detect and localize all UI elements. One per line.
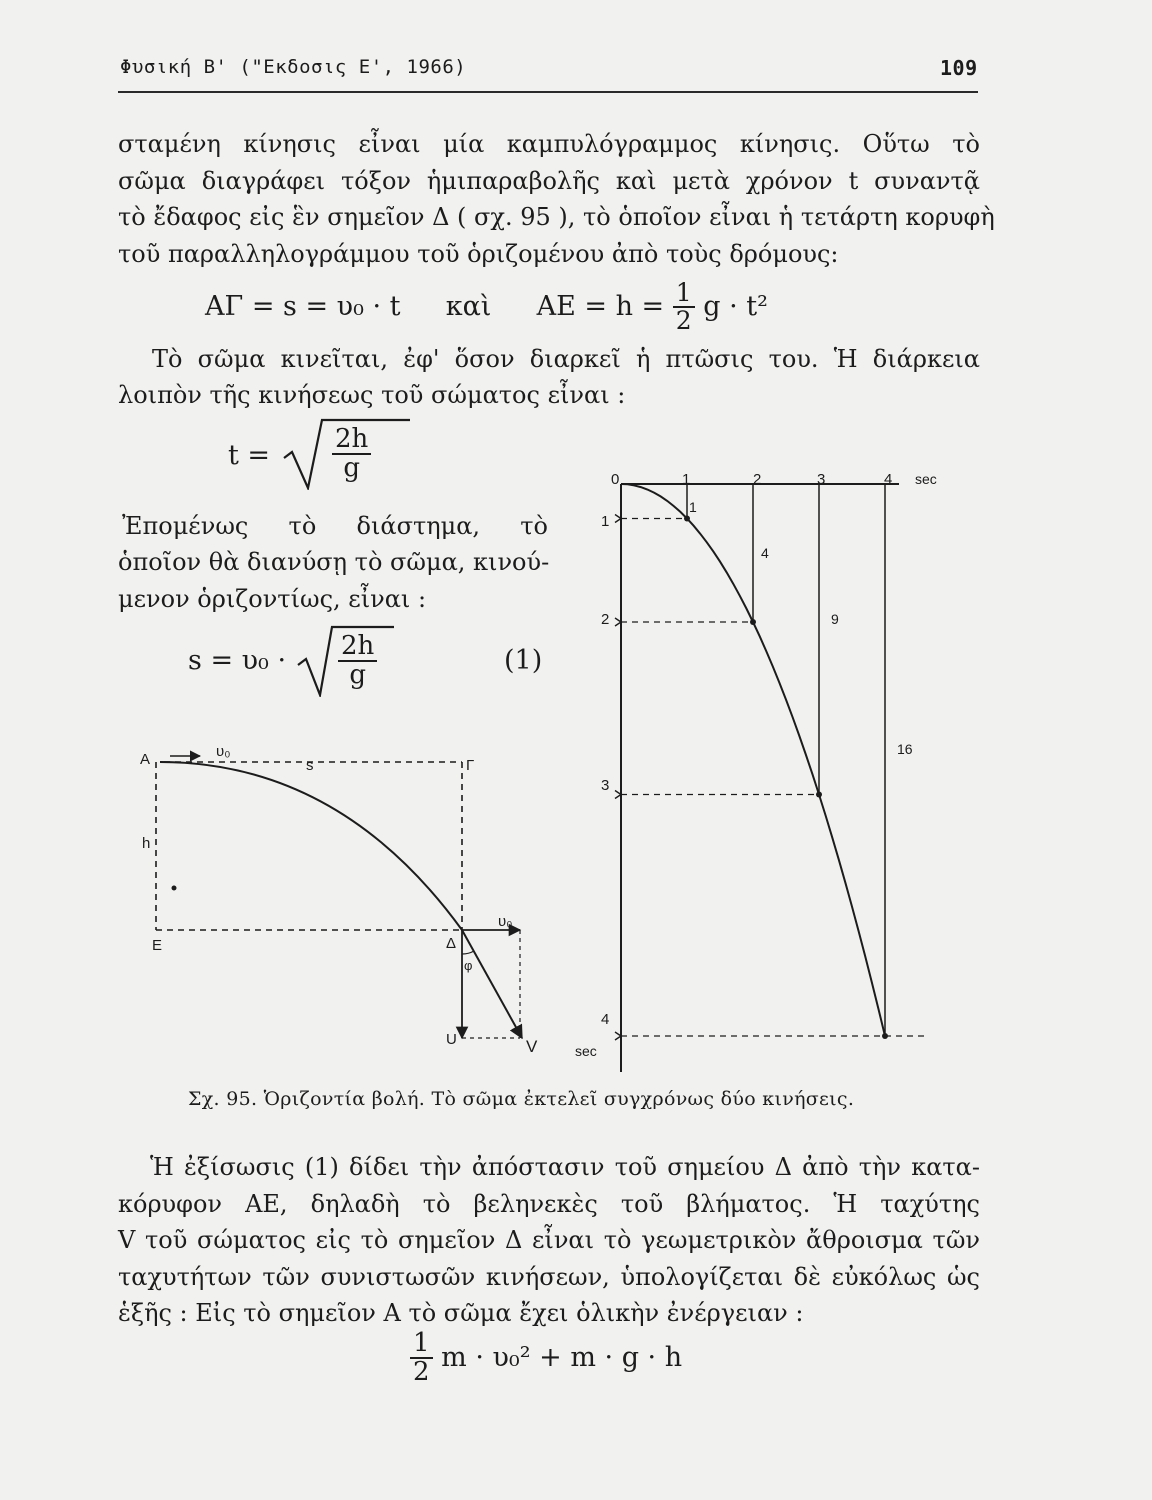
left-label-1: 1 (601, 513, 610, 530)
eq1-left: ΑΓ = s = υ₀ · t (205, 290, 401, 322)
label-u0-top: υ₀ (216, 743, 231, 760)
page-number: 109 (940, 56, 978, 80)
top-label-3: 3 (817, 471, 826, 488)
body-line: Ἐπομένως τὸ διάστημα, τὸ (122, 512, 548, 540)
body-line: τοῦ παραλληλογράμμου τοῦ ὁριζομένου ἀπὸ τοὺς δρόμους: (118, 240, 839, 268)
fall-value-9: 9 (831, 611, 839, 627)
fall-value-4: 4 (761, 545, 769, 561)
fall-grid-diagram[interactable] (565, 462, 975, 1072)
label-U: U (446, 1031, 457, 1048)
label-h: h (142, 835, 151, 852)
left-label-3: 3 (601, 777, 610, 794)
equation-range-height (205, 280, 768, 335)
eq2-den: g (343, 453, 360, 484)
fall-value-16: 16 (897, 741, 913, 757)
label-s: s (306, 757, 314, 774)
top-label-4: 4 (884, 471, 893, 488)
top-label-2: 2 (753, 471, 762, 488)
mass-dot (172, 886, 177, 891)
label-E: E (152, 937, 163, 954)
eq1-frac-num: 1 (673, 280, 695, 308)
label-A: A (140, 751, 151, 768)
body-line: κόρυφον ΑΕ, δηλαδὴ τὸ βεληνεκὲς τοῦ βλήματος. Ἡ ταχύτης (118, 1190, 980, 1218)
fall-value-1: 1 (689, 499, 697, 515)
body-line: ταχυτήτων τῶν συνιστωσῶν κινήσεων, ὑπολογίζεται δὲ εὐκόλως ὡς (118, 1263, 980, 1291)
projectile-diagram (130, 740, 570, 1060)
equation-range (188, 625, 558, 699)
eq4-num: 1 (410, 1330, 433, 1359)
label-V: V (526, 1037, 538, 1056)
body-line: Ἡ ἐξίσωσις (1) δίδει τὴν ἀπόστασιν τοῦ σημείου Δ ἀπὸ τὴν κατα- (150, 1153, 980, 1181)
body-line: σῶμα διαγράφει τόξον ἡμιπαραβολῆς καὶ μετὰ χρόνον t συναντᾷ (118, 167, 980, 195)
header-rule (118, 91, 978, 93)
eq3-den: g (349, 660, 366, 691)
body-line: ἑξῆς : Εἰς τὸ σημεῖον Α τὸ σῶμα ἔχει ὁλικὴν ἐνέργειαν : (118, 1299, 804, 1327)
label-phi: φ (464, 958, 473, 973)
eq1-frac-den: 2 (675, 306, 692, 336)
body-line: μενον ὁριζοντίως, εἶναι : (118, 585, 427, 613)
eq4-den: 2 (413, 1357, 430, 1388)
equation-energy (410, 1330, 682, 1387)
top-label-sec: sec (915, 471, 937, 487)
eq2-num: 2h (332, 426, 371, 455)
body-line: ὁποῖον θὰ διανύσῃ τὸ σῶμα, κινού- (118, 548, 550, 576)
eq2-lhs: t = (228, 440, 271, 471)
label-G: Γ (466, 757, 475, 774)
left-label-sec: sec (575, 1043, 597, 1059)
left-label-2: 2 (601, 611, 610, 628)
eq3-lhs: s = υ₀ · (188, 645, 287, 676)
body-line: Τὸ σῶμα κινεῖται, ἐφ' ὅσον διαρκεῖ ἡ πτῶσις του. Ἡ διάρκεια (152, 345, 980, 373)
eq1-kai: καὶ (445, 290, 492, 322)
body-line: τὸ ἔδαφος εἰς ἓν σημεῖον Δ ( σχ. 95 ), τὸ ὁποῖον εἶναι ἡ τετάρτη κορυφὴ (118, 203, 995, 231)
angle-phi-arc (462, 951, 474, 954)
eq3-tag: (1) (504, 645, 543, 676)
figure-caption: Σχ. 95. Ὁριζοντία βολή. Τὸ σῶμα ἐκτελεῖ συγχρόνως δύο κινήσεις. (188, 1088, 855, 1110)
body-line: σταμένη κίνησις εἶναι μία καμπυλόγραμμος κίνησις. Οὕτω τὸ (118, 130, 980, 158)
label-D: Δ (446, 935, 457, 952)
eq4-tail: m · υ₀² + m · g · h (441, 1341, 683, 1373)
left-label-4: 4 (601, 1011, 610, 1028)
body-line: λοιπὸν τῆς κινήσεως τοῦ σώματος εἶναι : (118, 381, 626, 409)
V-vector (462, 930, 522, 1038)
eq3-num: 2h (338, 633, 377, 662)
trajectory-curve (160, 762, 462, 930)
running-header: Φυσική Β' ("Εκδοσις Ε', 1966) (120, 56, 467, 78)
body-line: V τοῦ σώματος εἰς τὸ σημεῖον Δ εἶναι τὸ γεωμετρικὸν ἄθροισμα τῶν (118, 1226, 980, 1254)
eq1-mid: ΑΕ = h = (536, 290, 665, 322)
top-label-1: 1 (682, 471, 691, 488)
eq1-tail: g · t² (703, 290, 768, 322)
label-u0-right: υ₀ (498, 913, 513, 930)
top-label-0: 0 (611, 471, 620, 488)
